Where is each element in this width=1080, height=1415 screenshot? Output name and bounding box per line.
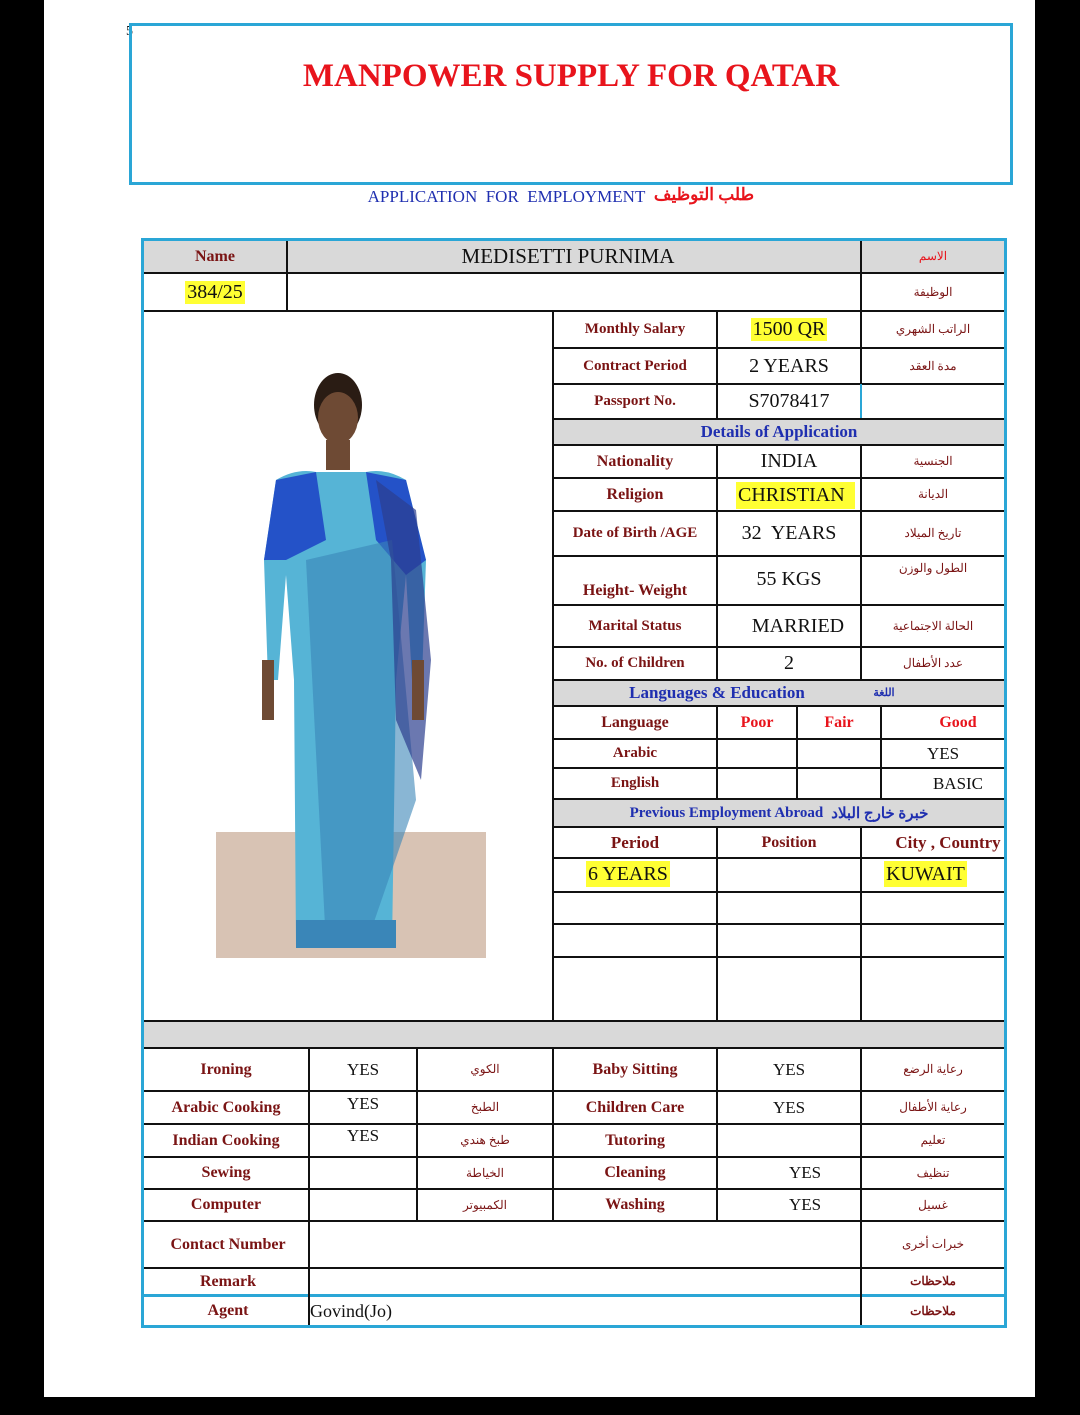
poor-column-header: Poor bbox=[740, 713, 774, 731]
dob-age-value: 32 YEARS bbox=[741, 522, 837, 544]
children-value: 2 bbox=[784, 652, 794, 674]
monthly-salary-label: Monthly Salary bbox=[584, 321, 686, 337]
english-good-value: BASIC bbox=[932, 773, 984, 793]
skill-cleaning-value: YES bbox=[788, 1163, 822, 1182]
application-subtitle-arabic: طلب التوظيف bbox=[653, 185, 755, 204]
monthly-salary-arabic: الراتب الشهري bbox=[895, 322, 971, 336]
height-weight-label: Height- Weight bbox=[582, 582, 688, 599]
period-column-header: Period bbox=[610, 832, 660, 852]
skill-cleaning-label: Cleaning bbox=[604, 1164, 666, 1181]
remark-label: Remark bbox=[200, 1272, 256, 1290]
employment-heading-arabic: خبرة خارج البلاد bbox=[831, 805, 929, 822]
marital-status-arabic: الحالة الاجتماعية bbox=[892, 618, 974, 633]
nationality-label: Nationality bbox=[596, 452, 674, 470]
employment-period: 6 YEARS bbox=[588, 863, 668, 885]
skill-arabic-cooking-value: YES bbox=[346, 1094, 380, 1113]
skill-washing-label: Washing bbox=[605, 1196, 665, 1213]
skill-tutoring-arabic: تعليم bbox=[920, 1133, 946, 1147]
contract-period-value: 2 YEARS bbox=[749, 354, 829, 377]
religion-label: Religion bbox=[606, 485, 664, 503]
religion-value: CHRISTIAN bbox=[718, 482, 860, 509]
employment-heading-text: Previous Employment Abroad bbox=[629, 804, 824, 821]
contact-number-arabic: خبرات أخرى bbox=[901, 1237, 965, 1251]
agent-value: Govind(Jo) bbox=[310, 1301, 392, 1321]
height-weight-value: 55 KGS bbox=[756, 567, 822, 590]
details-heading: Details of Application bbox=[700, 422, 858, 441]
language-column-header: Language bbox=[601, 713, 669, 731]
marital-status-label: Marital Status bbox=[588, 617, 682, 634]
skill-indian-cooking-label: Indian Cooking bbox=[172, 1131, 280, 1149]
location-column-header: City , Country bbox=[895, 832, 1001, 852]
skill-baby-sitting-arabic: رعاية الرضع bbox=[903, 1062, 963, 1076]
skill-ironing-value: YES bbox=[346, 1059, 380, 1079]
application-subtitle: APPLICATION FOR EMPLOYMENT bbox=[367, 187, 646, 206]
skills-separator-band bbox=[144, 1021, 1004, 1047]
position-label-arabic: الوظيفة bbox=[913, 284, 953, 299]
agent-label: Agent bbox=[207, 1302, 249, 1319]
title-frame bbox=[129, 23, 1013, 185]
skill-sewing-label: Sewing bbox=[201, 1164, 251, 1181]
monthly-salary-value: 1500 QR bbox=[752, 318, 826, 340]
arabic-good-value: YES bbox=[926, 743, 960, 763]
contract-period-label: Contract Period bbox=[583, 357, 687, 374]
remark-arabic: ملاحظات bbox=[910, 1274, 956, 1288]
skill-indian-cooking-value: YES bbox=[346, 1126, 380, 1145]
skill-baby-sitting-label: Baby Sitting bbox=[592, 1060, 678, 1078]
skill-arabic-cooking-arabic: الطبخ bbox=[470, 1100, 500, 1114]
position-column-header: Position bbox=[761, 833, 817, 851]
skill-tutoring-label: Tutoring bbox=[605, 1131, 665, 1149]
skill-computer-arabic: الكمبيوتر bbox=[463, 1197, 507, 1212]
language-arabic-row: Arabic bbox=[612, 745, 658, 761]
skill-ironing-label: Ironing bbox=[200, 1060, 252, 1078]
good-column-header: Good bbox=[939, 713, 977, 731]
passport-label: Passport No. bbox=[594, 393, 676, 409]
fair-column-header: Fair bbox=[824, 713, 854, 731]
children-arabic: عدد الأطفال bbox=[903, 656, 963, 670]
skill-computer-label: Computer bbox=[190, 1196, 262, 1213]
application-page bbox=[44, 0, 1035, 1397]
applicant-name: MEDISETTI PURNIMA bbox=[461, 244, 675, 268]
skill-indian-cooking-arabic: طبخ هندي bbox=[460, 1133, 510, 1147]
employment-heading bbox=[554, 800, 1004, 826]
skill-children-care-label: Children Care bbox=[585, 1098, 685, 1116]
skill-washing-value: YES bbox=[788, 1195, 822, 1214]
page-number: 5 bbox=[126, 24, 133, 39]
religion-arabic: الديانة bbox=[917, 487, 949, 501]
contract-period-arabic: مدة العقد bbox=[909, 358, 957, 373]
languages-heading-arabic: اللغة bbox=[873, 686, 895, 699]
skill-arabic-cooking-label: Arabic Cooking bbox=[171, 1098, 281, 1116]
language-english-row: English bbox=[610, 775, 660, 791]
agent-arabic: ملاحظات bbox=[910, 1303, 956, 1318]
page-title: MANPOWER SUPPLY FOR QATAR bbox=[302, 57, 840, 94]
languages-heading: Languages & Education bbox=[629, 683, 805, 702]
employment-row bbox=[554, 859, 1004, 891]
skill-ironing-arabic: الكوي bbox=[470, 1062, 500, 1076]
skill-children-care-value: YES bbox=[772, 1097, 806, 1117]
children-label: No. of Children bbox=[585, 655, 685, 671]
nationality-value: INDIA bbox=[760, 450, 818, 472]
nationality-arabic: الجنسية bbox=[913, 454, 953, 468]
skill-washing-arabic: غسيل bbox=[918, 1197, 948, 1212]
dob-arabic: تاريخ الميلاد bbox=[904, 526, 962, 540]
skill-cleaning-arabic: تنظيف bbox=[916, 1165, 950, 1180]
contact-number-label: Contact Number bbox=[170, 1235, 286, 1253]
name-label-arabic: الاسم bbox=[918, 249, 948, 263]
marital-status-value: MARRIED bbox=[751, 614, 845, 637]
skill-children-care-arabic: رعاية الأطفال bbox=[899, 1100, 967, 1114]
dob-age-label: Date of Birth /AGE bbox=[572, 525, 698, 541]
skill-sewing-arabic: الخياطة bbox=[466, 1165, 504, 1180]
name-label: Name bbox=[195, 247, 235, 265]
employment-location: KUWAIT bbox=[886, 863, 965, 885]
height-weight-arabic: الطول والوزن bbox=[898, 560, 968, 575]
applicant-photo bbox=[216, 360, 486, 958]
skill-baby-sitting-value: YES bbox=[772, 1059, 806, 1079]
reference-number: 384/25 bbox=[187, 280, 243, 303]
passport-value: S7078417 bbox=[748, 390, 830, 412]
